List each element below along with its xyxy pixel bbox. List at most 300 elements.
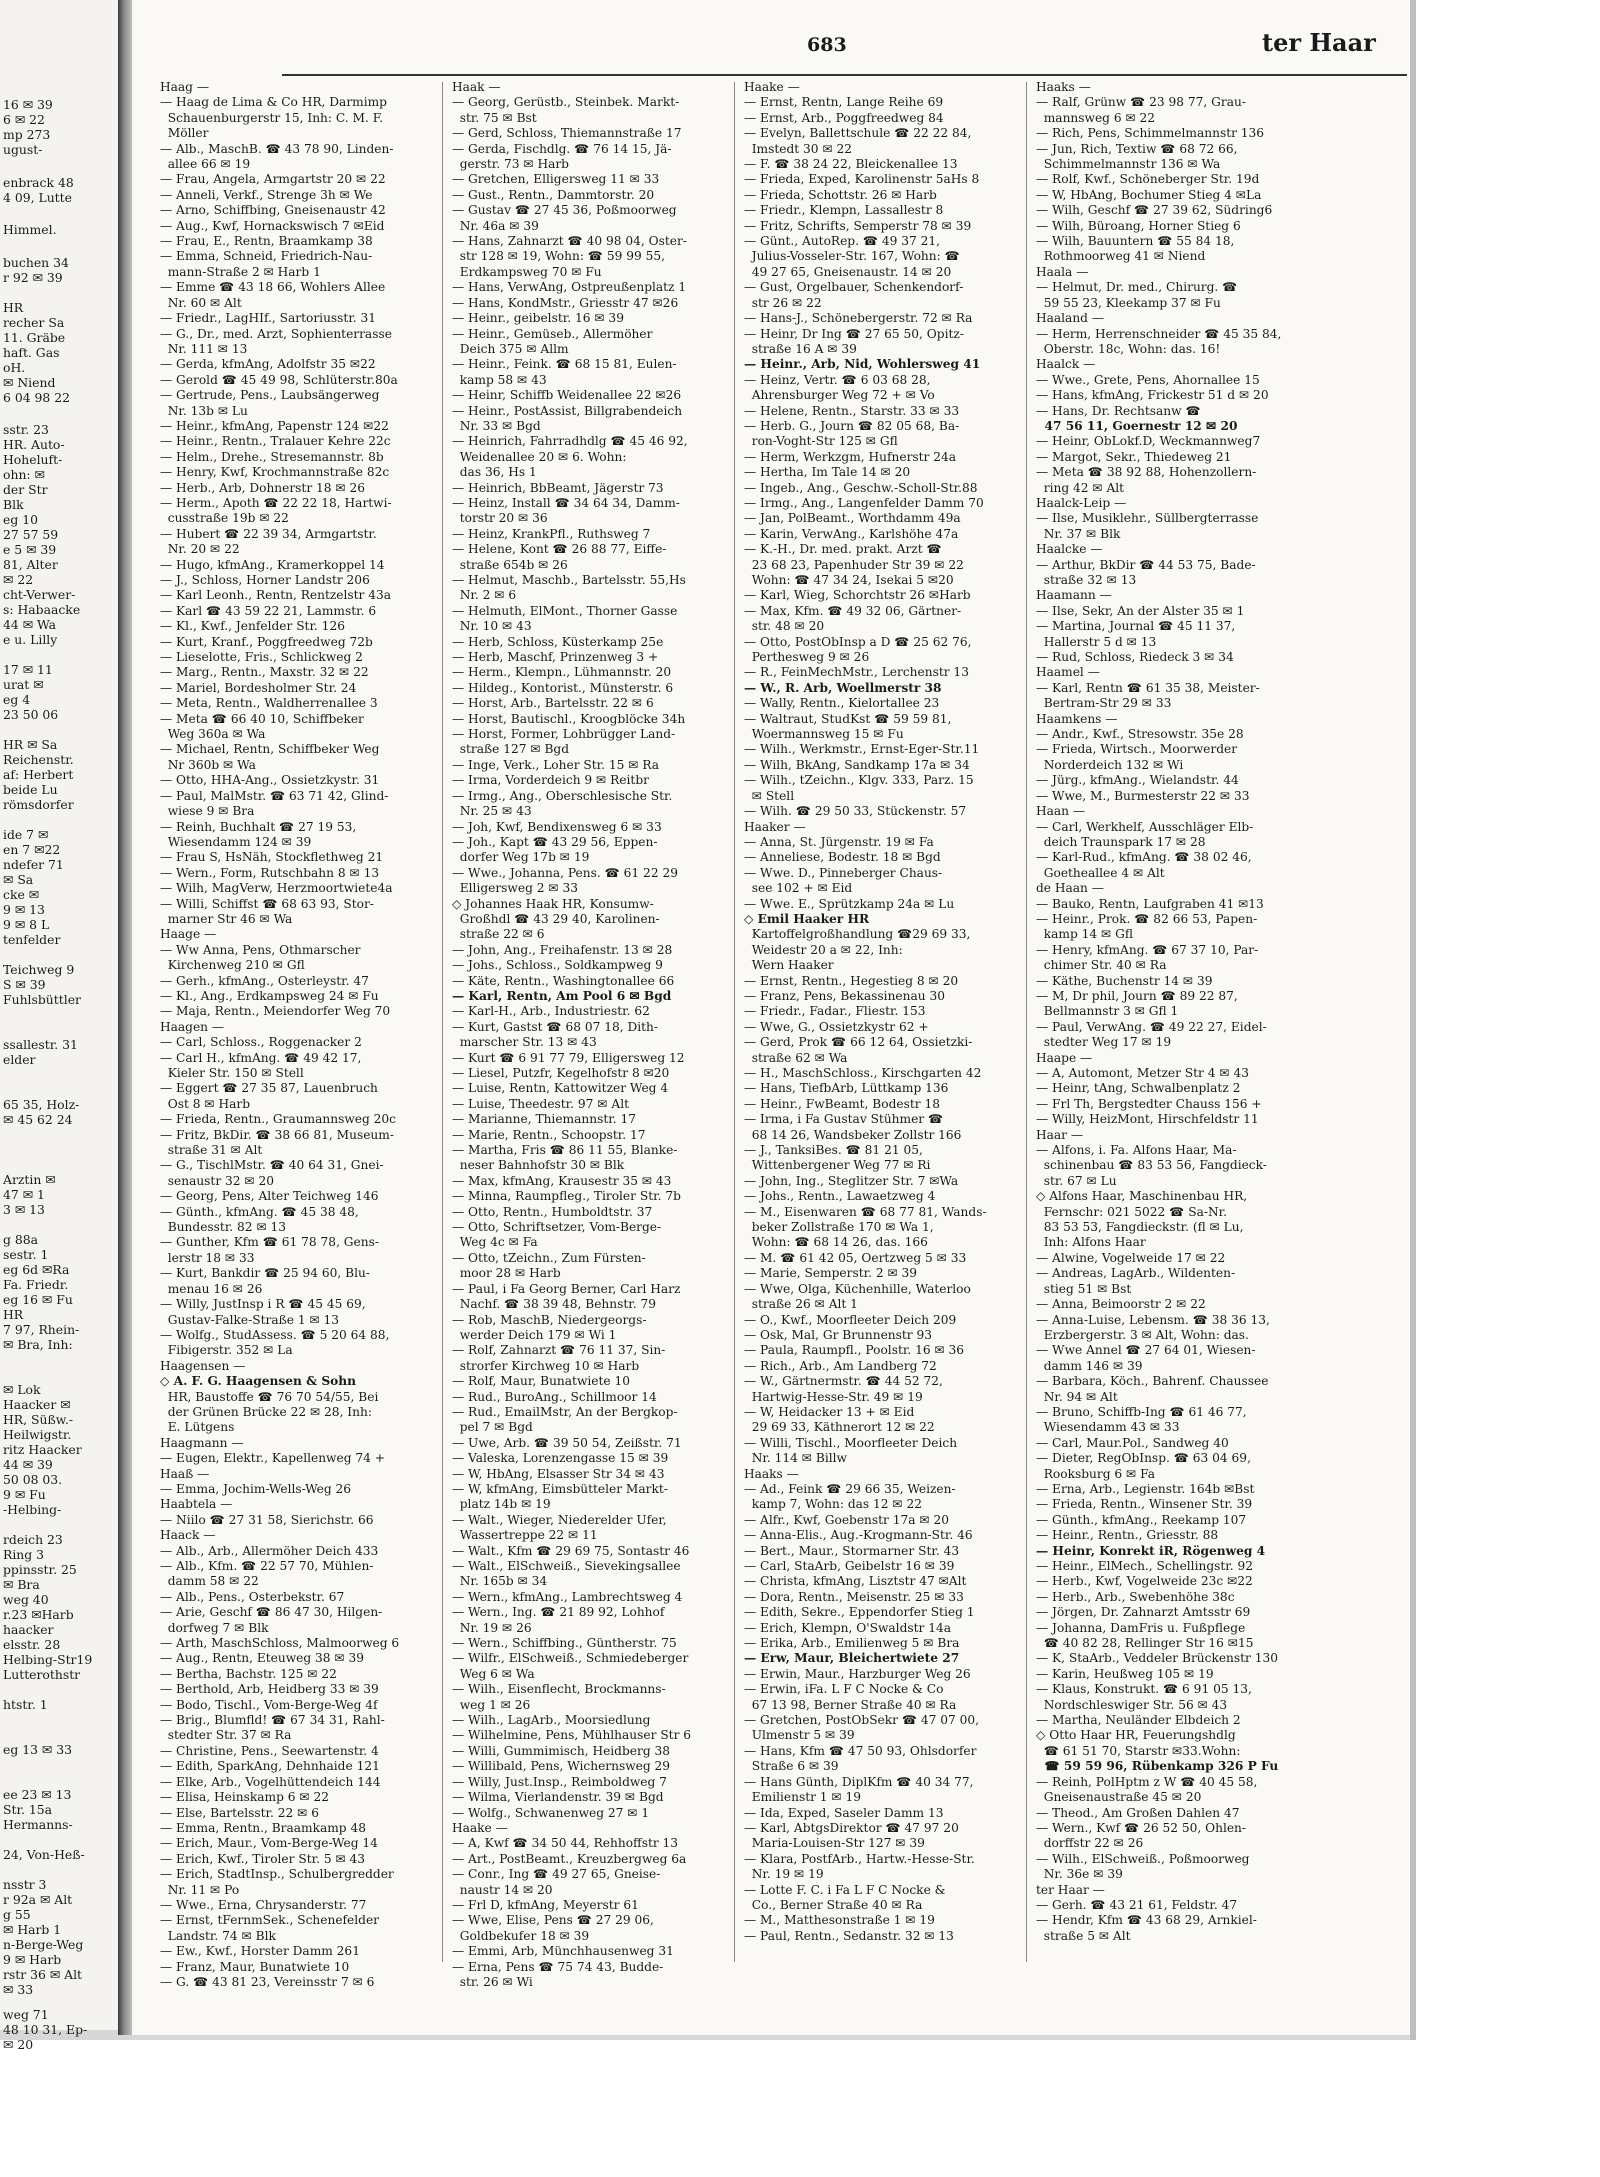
directory-entry: Weg 4c ✉ Fa [452,1235,538,1250]
directory-entry: — W., R. Arb, Woellmerstr 38 [744,680,942,695]
directory-entry: — Willi, Tischl., Moorfleeter Deich [744,1435,958,1450]
left-page-fragment: S ✉ 39 [3,977,46,992]
directory-entry: Emilienstr 1 ✉ 19 [744,1790,862,1805]
directory-entry: — Marianne, Thiemannstr. 17 [452,1112,636,1127]
left-page-fragment: eg 4 [3,692,31,707]
directory-entry: — Herb., Arb., Swebenhöhe 38c [1036,1589,1235,1604]
directory-column-4 [1036,80,1298,1944]
directory-entry: — Andr., Kwf., Stresowstr. 35e 28 [1036,727,1244,742]
directory-entry: — Hans Günth, DiplKfm ☎ 40 34 77, [744,1774,974,1789]
directory-entry: mannsweg 6 ✉ 22 [1036,110,1156,125]
directory-entry: — Erw, Maur, Bleichertwiete 27 [744,1651,960,1666]
directory-entry: — Willi, Gummimisch, Heidberg 38 [452,1743,671,1758]
directory-entry: straße 5 ✉ Alt [1036,1928,1131,1943]
directory-entry: — Friedr., LagHIf., Sartoriusstr. 31 [160,311,377,326]
directory-entry: — Horst, Former, Lohbrügger Land- [452,727,676,742]
directory-entry: — Herb., Arb, Dohnerstr 18 ✉ 26 [160,480,366,495]
directory-entry: stedter Str. 37 ✉ Ra [160,1728,292,1743]
directory-entry: — Karl, Rentn, Am Pool 6 ✉ Bgd [452,988,672,1003]
directory-entry: damm 146 ✉ 39 [1036,1358,1143,1373]
directory-entry: — Dieter, RegObInsp. ☎ 63 04 69, [1036,1451,1251,1466]
surname-heading: Haaß — [160,1466,210,1481]
directory-entry: ◇ Johannes Haak HR, Konsumw- [452,896,654,911]
directory-entry: Rothmoorweg 41 ✉ Niend [1036,249,1206,264]
directory-entry: — Helene, Kont ☎ 26 88 77, Eiffe- [452,542,667,557]
directory-entry: — Rich., Arb., Am Landberg 72 [744,1358,937,1373]
directory-entry: — Barbara, Köch., Bahrenf. Chaussee [1036,1374,1269,1389]
directory-entry: — Wilh, Bauuntern ☎ 55 84 18, [1036,234,1235,249]
directory-column-1 [160,80,422,1990]
directory-entry: — Heinr, ObLokf.D, Weckmannweg7 [1036,434,1261,449]
directory-entry: — Ww Anna, Pens, Othmarscher [160,942,361,957]
directory-entry: — Wern., Kwf ☎ 26 52 50, Ohlen- [1036,1820,1247,1835]
directory-entry: — Evelyn, Ballettschule ☎ 22 22 84, [744,126,972,141]
directory-entry: Kartoffelgroßhandlung ☎29 69 33, [744,927,971,942]
directory-entry: — Meta ☎ 38 92 88, Hohenzollern- [1036,465,1257,480]
left-page-fragment: r.23 ✉Harb [3,1607,74,1622]
left-page-fragment: ✉ Sa [3,872,34,887]
directory-entry: — Johanna, DamFris u. Fußpflege [1036,1620,1246,1635]
directory-entry: Oberstr. 18c, Wohn: das. 16! [1036,341,1221,356]
directory-entry: — O., Kwf., Moorfleeter Deich 209 [744,1312,957,1327]
directory-entry: — Herm., Apoth ☎ 22 22 18, Hartwi- [160,495,392,510]
directory-entry: kamp 14 ✉ Gfl [1036,927,1133,942]
directory-entry: Bellmannstr 3 ✉ Gfl 1 [1036,1004,1179,1019]
directory-entry: — Wwe., Erna, Chrysanderstr. 77 [160,1897,367,1912]
left-page-fragment: nsstr 3 [3,1877,47,1892]
left-page-fragment: haft. Gas [3,345,60,360]
left-page-edge [0,0,120,2052]
left-page-fragment: der Str [3,482,48,497]
left-page-fragment: 9 ✉ 13 [3,902,45,917]
directory-entry: Straße 6 ✉ 39 [744,1759,839,1774]
left-page-fragment: Teichweg 9 [3,962,75,977]
directory-entry: — Günth., kfmAng., Reekamp 107 [1036,1512,1247,1527]
directory-entry: — Rud., BuroAng., Schillmoor 14 [452,1389,657,1404]
directory-entry: — Erika, Arb., Emilienweg 5 ✉ Bra [744,1636,960,1651]
left-page-fragment: Fuhlsbüttler [3,992,81,1007]
surname-heading: Haala — [1036,264,1089,279]
directory-entry: — Gust., Rentn., Dammtorstr. 20 [452,187,655,202]
directory-entry: — Carl, Schloss., Roggenacker 2 [160,1035,362,1050]
directory-entry: 59 55 23, Kleekamp 37 ✉ Fu [1036,295,1221,310]
directory-entry: Erdkampsweg 70 ✉ Fu [452,264,602,279]
directory-entry: — W, HbAng, Bochumer Stieg 4 ✉La [1036,187,1262,202]
directory-entry: Wiesendamm 124 ✉ 39 [160,834,312,849]
directory-entry: — Theod., Am Großen Dahlen 47 [1036,1805,1240,1820]
left-page-fragment: Fa. Friedr. [3,1277,69,1292]
directory-entry: ☎ 61 51 70, Starstr ✉33.Wohn: [1036,1743,1241,1758]
left-page-fragment: römsdorfer [3,797,74,812]
directory-entry: — Erna, Pens ☎ 75 74 43, Budde- [452,1959,664,1974]
directory-entry: — Wwe, Elise, Pens ☎ 27 29 06, [452,1913,654,1928]
directory-entry: — Michael, Rentn, Schiffbeker Weg [160,742,380,757]
directory-entry: Hallerstr 5 d ✉ 13 [1036,634,1157,649]
directory-entry: Erzbergerstr. 3 ✉ Alt, Wohn: das. [1036,1327,1249,1342]
directory-entry: — John, Ang., Freihafenstr. 13 ✉ 28 [452,942,673,957]
directory-entry: — Wilh, Geschf ☎ 27 39 62, Südring6 [1036,203,1273,218]
directory-entry: — Kl., Ang., Erdkampsweg 24 ✉ Fu [160,988,379,1003]
directory-entry: Nr. 10 ✉ 43 [452,619,532,634]
directory-entry: — Paula, Raumpfl., Poolstr. 16 ✉ 36 [744,1343,965,1358]
directory-entry: — Joh., Kapt ☎ 43 29 56, Eppen- [452,834,658,849]
surname-heading: de Haan — [1036,881,1104,896]
left-page-fragment: n-Berge-Weg [3,1937,84,1952]
directory-entry: Rooksburg 6 ✉ Fa [1036,1466,1155,1481]
directory-entry: dorfweg 7 ✉ Blk [160,1620,269,1635]
directory-entry: — Wolfg., StudAssess. ☎ 5 20 64 88, [160,1327,390,1342]
directory-entry: allee 66 ✉ 19 [160,157,251,172]
left-page-fragment: HR. Auto- [3,437,65,452]
surname-heading: Haake — [452,1820,508,1835]
directory-entry: Wohn: ☎ 47 34 24, Isekai 5 ✉20 [744,573,954,587]
directory-entry: Nachf. ☎ 38 39 48, Behnstr. 79 [452,1297,657,1312]
directory-entry: — Ernst, Rentn., Hegestieg 8 ✉ 20 [744,973,959,988]
directory-entry: — M. ☎ 61 42 05, Oertzweg 5 ✉ 33 [744,1250,967,1265]
directory-entry: — Heinr., ElMech., Schellingstr. 92 [1036,1559,1254,1573]
directory-entry: str 26 ✉ 22 [744,295,822,310]
directory-entry: mann-Straße 2 ✉ Harb 1 [160,264,321,279]
directory-entry: Großhdl ☎ 43 29 40, Karolinen- [452,911,660,926]
left-page-fragment: Arztin ✉ [3,1172,56,1187]
directory-entry: — Willi, Schiffst ☎ 68 63 93, Stor- [160,896,374,911]
directory-column-3 [744,80,1006,1944]
directory-entry: — Andreas, LagArb., Wildenten- [1036,1266,1236,1281]
left-page-fragment: haacker [3,1622,54,1637]
directory-entry: — Reinh, PolHptm z W ☎ 40 45 58, [1036,1774,1258,1789]
directory-entry: — Elke, Arb., Vogelhüttendeich 144 [160,1774,381,1789]
directory-entry: — Friedr., Klempn, Lassallestr 8 [744,203,944,218]
surname-heading: Haaks — [1036,80,1091,94]
directory-entry: — Luise, Theedestr. 97 ✉ Alt [452,1096,629,1111]
directory-entry: kamp 7, Wohn: das 12 ✉ 22 [744,1497,923,1512]
directory-entry: — Kurt, Kranf., Poggfreedweg 72b [160,634,373,649]
directory-entry: — Erwin, Maur., Harzburger Weg 26 [744,1666,971,1681]
directory-entry: — Heinr., PostAssist, Billgrabendeich [452,403,683,418]
left-page-fragment: ✉ 22 [3,572,34,587]
directory-entry: — Käte, Rentn., Washingtonallee 66 [452,973,675,988]
directory-entry: Nr. 33 ✉ Bgd [452,418,541,433]
left-page-fragment: 3 ✉ 13 [3,1202,45,1217]
directory-entry: — Arth, MaschSchloss, Malmoorweg 6 [160,1636,400,1651]
column-separator [734,82,735,1962]
directory-entry: — Bertha, Bachstr. 125 ✉ 22 [160,1666,337,1681]
directory-entry: — W, HbAng, Elsasser Str 34 ✉ 43 [452,1466,665,1481]
directory-entry: moor 28 ✉ Harb [452,1266,561,1281]
directory-entry: — Martina, Journal ☎ 45 11 37, [1036,619,1236,634]
directory-entry: — K.-H., Dr. med. prakt. Arzt ☎ [744,542,942,557]
left-page-fragment: beide Lu [3,782,58,797]
directory-entry: — Wilh, BkAng, Sandkamp 17a ✉ 34 [744,757,970,772]
directory-entry: Möller [160,126,209,141]
directory-entry: straße 16 A ✉ 39 [744,341,857,356]
directory-entry: Nr. 111 ✉ 13 [160,341,248,356]
directory-entry: — Herb, Schloss, Küsterkamp 25e [452,634,664,649]
directory-entry: — Marie, Rentn., Schoopstr. 17 [452,1127,646,1142]
directory-entry: — Else, Bartelsstr. 22 ✉ 6 [160,1805,319,1820]
left-page-fragment: 4 09, Lutte [3,190,72,205]
left-page-fragment: cke ✉ [3,887,40,902]
directory-entry: ☎ 40 82 28, Rellinger Str 16 ✉15 [1036,1636,1254,1651]
left-page-fragment: oH. [3,360,26,375]
directory-entry: — Otto, Schriftsetzer, Vom-Berge- [452,1220,662,1235]
directory-entry: — Wilfr., ElSchweiß., Schmiedeberger [452,1651,689,1666]
directory-entry: — Otto, tZeichn., Zum Fürsten- [452,1250,646,1265]
directory-entry: — Bauko, Rentn, Laufgraben 41 ✉13 [1036,896,1264,911]
directory-entry: — Georg, Pens, Alter Teichweg 146 [160,1189,379,1204]
surname-heading: Haagensen — [160,1358,246,1373]
directory-entry: — Maja, Rentn., Meiendorfer Weg 70 [160,1004,391,1019]
directory-entry: Wern Haaker [744,958,834,973]
directory-entry: — Hildeg., Kontorist., Münsterstr. 6 [452,680,674,695]
directory-entry: — Frieda, Rentn., Winsener Str. 39 [1036,1497,1253,1512]
left-page-fragment: rdeich 23 [3,1532,63,1547]
directory-entry: — Jörgen, Dr. Zahnarzt Amtsstr 69 [1036,1605,1251,1620]
directory-entry: — Willy, HeizMont, Hirschfeldstr 11 [1036,1112,1259,1127]
directory-entry: wiese 9 ✉ Bra [160,804,255,819]
directory-entry: — Erwin, iFa. L F C Nocke & Co [744,1682,944,1697]
directory-entry: — Alb., Arb., Allermöher Deich 433 [160,1543,379,1558]
directory-entry: — Heinr, tAng, Schwalbenplatz 2 [1036,1081,1241,1096]
directory-entry: — Frieda, Rentn., Graumannsweg 20c [160,1112,396,1127]
directory-entry: — Irma, i Fa Gustav Stühmer ☎ [744,1112,944,1127]
left-page-fragment: tenfelder [3,932,61,947]
left-page-fragment: ide 7 ✉ [3,827,49,842]
left-page-fragment: af: Herbert [3,767,74,782]
left-page-fragment: en 7 ✉22 [3,842,61,857]
directory-entry: — Karl-H., Arb., Industriestr. 62 [452,1004,650,1019]
directory-entry: — Gunther, Kfm ☎ 61 78 78, Gens- [160,1235,379,1250]
directory-entry: — Wolfg., Schwanenweg 27 ✉ 1 [452,1805,650,1820]
left-page-fragment: ✉ Bra, Inh: [3,1337,73,1352]
directory-entry: — Hubert ☎ 22 39 34, Armgartstr. [160,526,377,541]
directory-entry: lerstr 18 ✉ 33 [160,1250,255,1265]
directory-entry: — Wwe. E., Sprützkamp 24a ✉ Lu [744,896,955,911]
directory-entry: — Wilh, Büroang, Horner Stieg 6 [1036,218,1241,233]
directory-entry: der Grünen Brücke 22 ✉ 28, Inh: [160,1404,372,1419]
directory-entry: — Heinr., Feink. ☎ 68 15 81, Eulen- [452,357,677,372]
directory-entry: senaustr 32 ✉ 20 [160,1173,275,1188]
left-page-fragment: eg 6d ✉Ra [3,1262,70,1277]
directory-entry: gerstr. 73 ✉ Harb [452,157,569,172]
directory-entry: — Wilh., Werkmstr., Ernst-Eger-Str.11 [744,742,980,757]
directory-entry: — Meta, Rentn., Waldherrenallee 3 [160,696,378,711]
directory-entry: — A, Automont, Metzer Str 4 ✉ 43 [1036,1066,1249,1080]
left-page-fragment: 23 50 06 [3,707,59,722]
directory-entry: straße 22 ✉ 6 [452,927,545,942]
directory-entry: — F. ☎ 38 24 22, Bleickenallee 13 [744,157,958,172]
surname-heading: Haape — [1036,1050,1093,1065]
directory-entry: — Erich, Maur., Vom-Berge-Weg 14 [160,1836,378,1851]
directory-entry: — Alwine, Vogelweide 17 ✉ 22 [1036,1250,1226,1265]
directory-entry: — Herb, Maschf, Prinzenweg 3 + [452,650,659,665]
left-page-fragment: sstr. 23 [3,422,49,437]
directory-entry: — Friedr., Fadar., Fliestr. 153 [744,1004,926,1019]
directory-entry: — Wilhelmine, Pens, Mühlhauser Str 6 [452,1728,692,1743]
left-page-fragment: ugust- [3,142,43,157]
directory-entry: — Hans, VerwAng, Ostpreußenplatz 1 [452,280,687,295]
directory-entry: Nr. 165b ✉ 34 [452,1574,548,1589]
left-page-fragment: 27 57 59 [3,527,59,542]
directory-entry: — Karl, AbtgsDirektor ☎ 47 97 20 [744,1820,959,1835]
directory-entry: — Lieselotte, Fris., Schlickweg 2 [160,650,363,665]
directory-entry: — Otto, PostObInsp a D ☎ 25 62 76, [744,634,972,649]
left-page-fragment: e 5 ✉ 39 [3,542,57,557]
directory-entry: — Franz, Maur, Bunatwiete 10 [160,1959,350,1974]
directory-entry: — Emmi, Arb, Münchhausenweg 31 [452,1944,674,1959]
directory-entry: — Dora, Rentn., Meisenstr. 25 ✉ 33 [744,1589,964,1604]
left-page-fragment: e u. Lilly [3,632,58,647]
directory-entry: — Paul, i Fa Georg Berner, Carl Harz [452,1281,681,1296]
directory-entry: schinenbau ☎ 83 53 56, Fangdieck- [1036,1158,1267,1173]
directory-entry: — M, Dr phil, Journ ☎ 89 22 87, [1036,988,1238,1003]
directory-entry: pel 7 ✉ Bgd [452,1420,533,1435]
directory-entry: — Wilma, Vierlandenstr. 39 ✉ Bgd [452,1790,664,1805]
left-page-fragment: HR ✉ Sa [3,737,58,752]
directory-entry: Nordschleswiger Str. 56 ✉ 43 [1036,1697,1228,1712]
left-page-fragment: htstr. 1 [3,1697,48,1712]
directory-entry: Nr. 19 ✉ 26 [452,1620,532,1635]
directory-entry: — Arno, Schiffbing, Gneisenaustr 42 [160,203,386,218]
directory-entry: — Arthur, BkDir ☎ 44 53 75, Bade- [1036,557,1256,572]
directory-entry: straße 32 ✉ 13 [1036,573,1137,587]
left-page-fragment: Hermanns- [3,1817,73,1832]
directory-entry: — Anna, Beimoorstr 2 ✉ 22 [1036,1297,1206,1312]
directory-entry: — Willy, JustInsp i R ☎ 45 45 69, [160,1297,366,1312]
directory-entry: — Mariel, Bordesholmer Str. 24 [160,680,357,695]
directory-entry: — Anna, St. Jürgenstr. 19 ✉ Fa [744,834,934,849]
directory-entry: — Horst, Bautischl., Kroogblöcke 34h [452,711,686,726]
directory-entry: — Conr., Ing ☎ 49 27 65, Gneise- [452,1867,661,1882]
directory-entry: Weidenallee 20 ✉ 6. Wohn: [452,449,627,464]
directory-entry: 68 14 26, Wandsbeker Zollstr 166 [744,1127,962,1142]
directory-entry: — Heinr., geibelstr. 16 ✉ 39 [452,311,624,326]
directory-entry: — Rolf, Zahnarzt ☎ 76 11 37, Sin- [452,1343,666,1358]
left-page-fragment: -Helbing- [3,1502,62,1517]
directory-entry: — G., Dr., med. Arzt, Sophienterrasse [160,326,392,341]
directory-entry: — Karl Leonh., Rentn, Rentzelstr 43a [160,588,392,603]
directory-entry: — Rud, Schloss, Riedeck 3 ✉ 34 [1036,650,1234,665]
directory-entry: — Wwe Annel ☎ 27 64 01, Wiesen- [1036,1343,1256,1358]
directory-entry: — Helmut, Dr. med., Chirurg. ☎ [1036,280,1238,295]
directory-entry: Schauenburgerstr 15, Inh: C. M. F. [160,110,384,125]
directory-page [132,0,1415,2035]
directory-entry: naustr 14 ✉ 20 [452,1882,553,1897]
directory-entry: — Henry, Kwf, Krochmannstraße 82c [160,465,390,480]
directory-entry: — Kurt ☎ 6 91 77 79, Elligersweg 12 [452,1050,685,1065]
directory-entry: — A, Kwf ☎ 34 50 44, Rehhoffstr 13 [452,1836,679,1851]
directory-entry: Bundesstr. 82 ✉ 13 [160,1220,287,1235]
directory-entry: — Heinr., Rentn., Tralauer Kehre 22c [160,434,391,449]
directory-entry: — Erich, StadtInsp., Schulbergredder [160,1867,394,1882]
left-page-fragment: enbrack 48 [3,175,74,190]
directory-entry: Co., Berner Straße 40 ✉ Ra [744,1897,923,1912]
left-page-fragment: 81, Alter [3,557,58,572]
directory-entry: Gneisenaustraße 45 ✉ 20 [1036,1790,1202,1805]
left-page-fragment: ✉ Lok [3,1382,41,1397]
directory-entry: — Ida, Exped, Saseler Damm 13 [744,1805,944,1820]
directory-entry: 83 53 53, Fangdieckstr. (fl ✉ Lu, [1036,1220,1244,1235]
directory-entry: Bertram-Str 29 ✉ 33 [1036,696,1172,711]
directory-entry: see 102 + ✉ Eid [744,881,853,896]
directory-entry: — Minna, Raumpfleg., Tiroler Str. 7b [452,1189,681,1204]
directory-entry: — Edith, Sekre., Eppendorfer Stieg 1 [744,1605,975,1620]
directory-entry: — Helmut, Maschb., Bartelsstr. 55,Hs [452,573,686,587]
directory-entry: — Alb., Pens., Osterbekstr. 67 [160,1589,345,1604]
directory-entry: — Johs., Rentn., Lawaetzweg 4 [744,1189,936,1204]
directory-entry: — Max, Kfm. ☎ 49 32 06, Gärtner- [744,603,962,618]
left-page-fragment: ✉ Harb 1 [3,1922,62,1937]
directory-entry: — Erich, Kwf., Tiroler Str. 5 ✉ 43 [160,1851,366,1866]
left-page-fragment: Hoheluft- [3,452,63,467]
directory-entry: — Hans, Zahnarzt ☎ 40 98 04, Oster- [452,234,687,249]
directory-entry: — Hans-J., Schönebergerstr. 72 ✉ Ra [744,311,973,326]
directory-entry: Nr. 2 ✉ 6 [452,588,517,603]
directory-entry: — Heinr., kfmAng, Papenstr 124 ✉22 [160,418,389,433]
right-page-edge [1410,0,1416,2040]
directory-entry: stieg 51 ✉ Bst [1036,1281,1132,1296]
directory-entry: — Wwe, M., Burmesterstr 22 ✉ 33 [1036,788,1250,803]
surname-heading: Haamkens — [1036,711,1118,726]
directory-entry: — Hans, Kfm ☎ 47 50 93, Ohlsdorfer [744,1743,977,1758]
left-page-fragment: 47 ✉ 1 [3,1187,45,1202]
directory-entry: Wittenbergener Weg 77 ✉ Ri [744,1158,931,1173]
surname-heading: Haan — [1036,804,1086,819]
directory-entry: — Anneli, Verkf., Strenge 3h ✉ We [160,187,373,202]
directory-entry: ✉ Stell [744,788,795,803]
directory-entry: — Frau, E., Rentn, Braamkamp 38 [160,234,373,249]
directory-entry: cusstraße 19b ✉ 22 [160,511,289,526]
directory-entry: — Heinz, Install ☎ 34 64 34, Damm- [452,495,680,510]
directory-entry: — Günt., AutoRep. ☎ 49 37 21, [744,234,941,249]
directory-entry: — Valeska, Lorenzengasse 15 ✉ 39 [452,1451,669,1466]
surname-heading: Haaks — [744,1466,799,1481]
directory-entry: — Helm., Drehe., Stresemannstr. 8b [160,449,384,464]
directory-entry: — Christine, Pens., Seewartenstr. 4 [160,1743,379,1758]
directory-entry: — Anna-Elis., Aug.-Krogmann-Str. 46 [744,1528,973,1543]
directory-entry: Gustav-Falke-Straße 1 ✉ 13 [160,1312,340,1327]
directory-entry: Weidestr 20 a ✉ 22, Inh: [744,942,903,957]
directory-entry: — Luise, Rentn, Kattowitzer Weg 4 [452,1081,669,1096]
left-page-fragment: eg 10 [3,512,38,527]
directory-entry: ron-Voght-Str 125 ✉ Gfl [744,434,898,449]
surname-heading: Haamel — [1036,665,1100,680]
directory-entry: — Gerh., kfmAng., Osterleystr. 47 [160,973,369,988]
directory-entry: — Herm., Klempn., Lühmannstr. 20 [452,665,672,680]
left-page-fragment: elder [3,1052,36,1067]
directory-entry: — Aug., Kwf, Hornackswisch 7 ✉Eid [160,218,385,233]
left-page-fragment: HR [3,1307,24,1322]
directory-entry: Norderdeich 132 ✉ Wi [1036,757,1184,772]
directory-entry: — Heinr., FwBeamt, Bodestr 18 [744,1096,940,1111]
directory-entry: — Erich, Klempn, O'Swaldstr 14a [744,1620,951,1635]
surname-heading: Haabtela — [160,1497,233,1512]
directory-entry: — Carl, StaArb, Geibelstr 16 ✉ 39 [744,1559,955,1573]
directory-entry: — Karl, Rentn ☎ 61 35 38, Meister- [1036,680,1260,695]
directory-entry: — Gerda, Fischdlg. ☎ 76 14 15, Jä- [452,141,672,156]
directory-entry: straße 31 ✉ Alt [160,1143,263,1158]
column-separator [1026,82,1027,1962]
directory-entry: — Edith, SparkAng, Dehnhaide 121 [160,1759,380,1774]
directory-entry: — J., Schloss, Horner Landstr 206 [160,573,370,587]
directory-entry: — Klara, PostfArb., Hartw.-Hesse-Str. [744,1851,975,1866]
directory-entry: — Hans, kfmAng, Frickestr 51 d ✉ 20 [1036,388,1269,403]
directory-entry: — Gust, Orgelbauer, Schenkendorf- [744,280,964,295]
left-page-fragment: weg 71 [3,2007,49,2022]
directory-entry: — J., TanksiBes. ☎ 81 21 05, [744,1143,923,1158]
directory-entry: — Gerd, Schloss, Thiemannstraße 17 [452,126,682,141]
directory-entry: — Erna, Arb., Legienstr. 164b ✉Bst [1036,1481,1255,1496]
